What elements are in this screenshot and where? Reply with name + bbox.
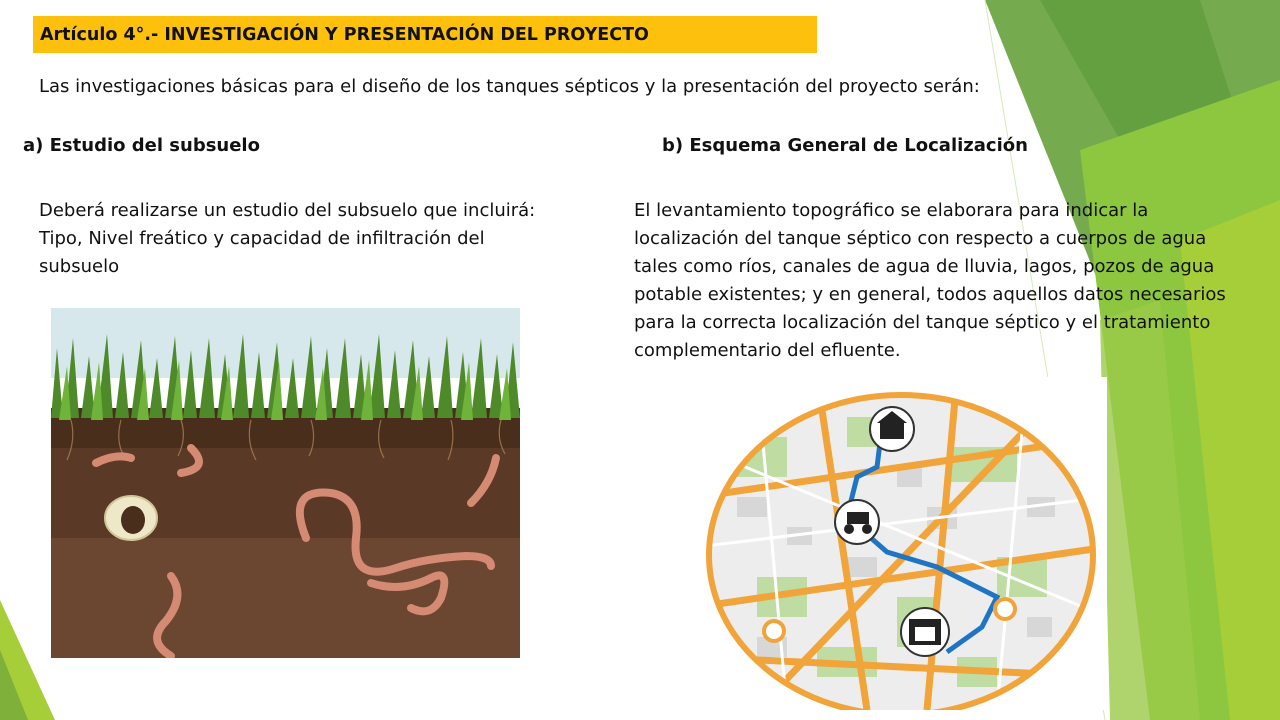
map-image (697, 377, 1107, 710)
slide-title: Artículo 4°.- INVESTIGACIÓN Y PRESENTACIÓN DEL PROYECTO (33, 16, 817, 53)
section-a-text: Deberá realizarse un estudio del subsuelo que incluirá: Tipo, Nivel freático y capacidad de infiltración del subsuelo (39, 200, 536, 277)
intro-text: Las investigaciones básicas para el diseño de los tanques sépticos y la presentación del proyecto serán: (39, 76, 980, 97)
section-b-heading: b) Esquema General de Localización (662, 135, 1028, 156)
section-b-text: El levantamiento topográfico se elaborara para indicar la localización del tanque séptico con respecto a cuerpos de agua tales como ríos, canales de agua de lluvia, lagos, pozos de agua potable existentes; y en general, todos aquellos datos necesarios para la correcta localización del tanque séptico y el tratamiento complementario del efluente. (634, 200, 1226, 361)
soil-image (51, 308, 520, 658)
section-a-heading: a) Estudio del subsuelo (23, 135, 260, 156)
